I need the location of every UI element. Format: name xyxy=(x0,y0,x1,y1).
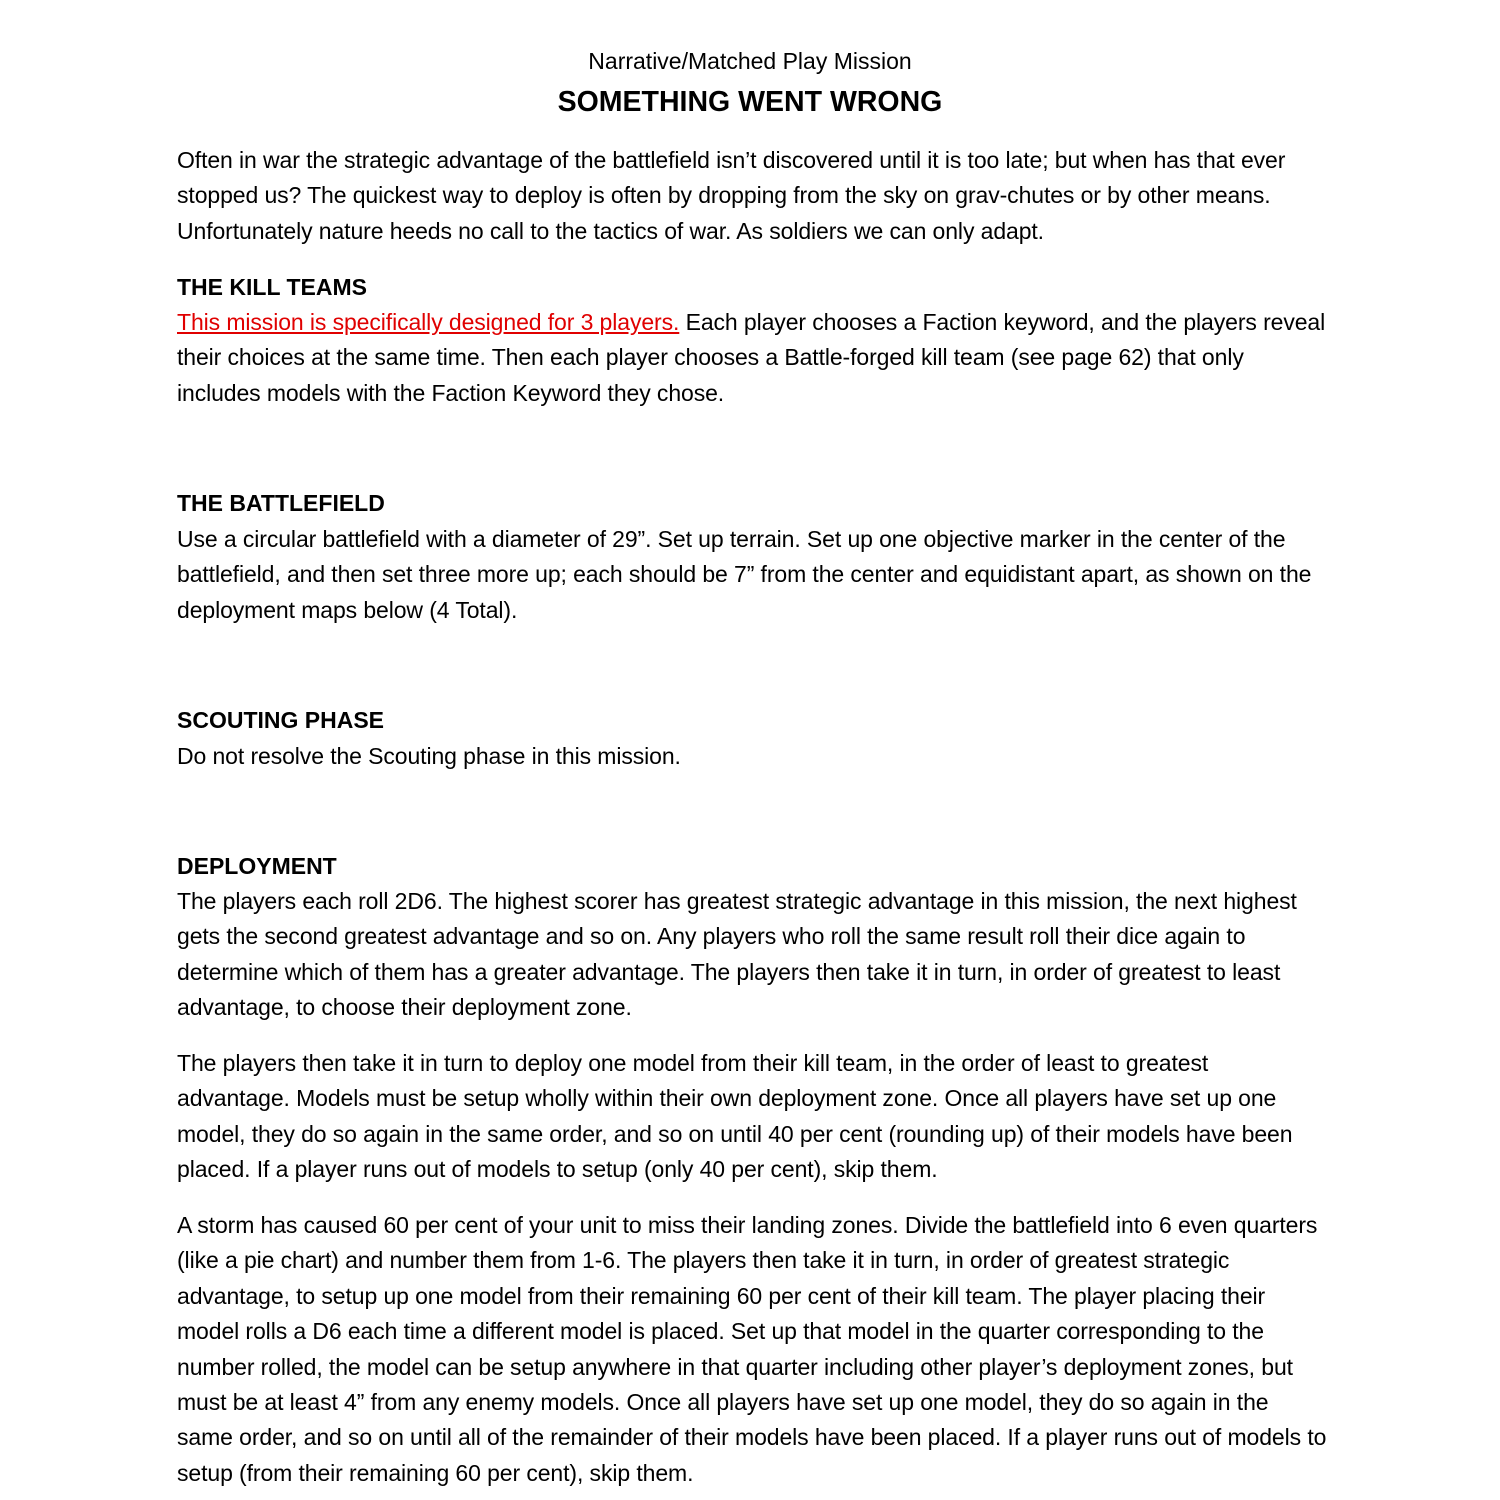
battlefield-heading: THE BATTLEFIELD xyxy=(177,490,385,516)
deployment-paragraph-2: The players then take it in turn to deploy one model from their kill team, in the order of least to greatest advantage. Models must be setup wholly within their own deployment zone. Once all players have set up one model, they do so again in the same order, and so on until 40 per cent (rounding up) of their models have been placed. If a player runs out of models to setup (only 40 per cent), skip them. xyxy=(177,1050,1293,1183)
mission-title: SOMETHING WENT WRONG xyxy=(557,86,943,118)
mission-subtitle: Narrative/Matched Play Mission xyxy=(588,48,912,74)
scouting-paragraph: Do not resolve the Scouting phase in this mission. xyxy=(177,743,681,769)
deployment-heading: DEPLOYMENT xyxy=(177,853,337,879)
player-count-highlight: This mission is specifically designed for 3 players. xyxy=(177,309,680,335)
intro-paragraph: Often in war the strategic advantage of the battlefield isn’t discovered until it is too late; but when has that ever stopped us? The quickest way to deploy is often by dropping from the sky on grav-chutes or by other means. Unfortunately nature heeds no call to the tactics of war. As soldiers we can only adapt. xyxy=(177,147,1286,244)
kill-teams-text: Each player chooses a Faction keyword, and the players reveal their choices at the same time. Then each player chooses a Battle-forged kill team (see page 62) that only includes models with the Faction Keyword they chose. xyxy=(177,309,1326,406)
deployment-paragraph-1: The players each roll 2D6. The highest scorer has greatest strategic advantage in this mission, the next highest gets the second greatest advantage and so on. Any players who roll the same result roll their dice again to determine which of them has a greater advantage. The players then take it in turn, in order of greatest to least advantage, to choose their deployment zone. xyxy=(177,888,1297,1021)
battlefield-paragraph: Use a circular battlefield with a diameter of 29”. Set up terrain. Set up one objective marker in the center of the battlefield, and then set three more up; each should be 7” from the center and equidistant apart, as shown on the deployment maps below (4 Total). xyxy=(177,526,1312,623)
kill-teams-paragraph xyxy=(177,305,1327,411)
deployment-paragraph-3: A storm has caused 60 per cent of your unit to miss their landing zones. Divide the battlefield into 6 even quarters (like a pie chart) and number them from 1-6. The players then take it in turn, in order of greatest strategic advantage, to setup up one model from their remaining 60 per cent of their kill team. The player placing their model rolls a D6 each time a different model is placed. Set up that model in the quarter corresponding to the number rolled, the model can be setup anywhere in that quarter including other player’s deployment zones, but must be at least 4” from any enemy models. Once all players have set up one model, they do so again in the same order, and so on until all of the remainder of their models have been placed. If a player runs out of models to setup (from their remaining 60 per cent), skip them. xyxy=(177,1212,1327,1486)
scouting-heading: SCOUTING PHASE xyxy=(177,707,385,733)
kill-teams-heading: THE KILL TEAMS xyxy=(177,274,367,300)
